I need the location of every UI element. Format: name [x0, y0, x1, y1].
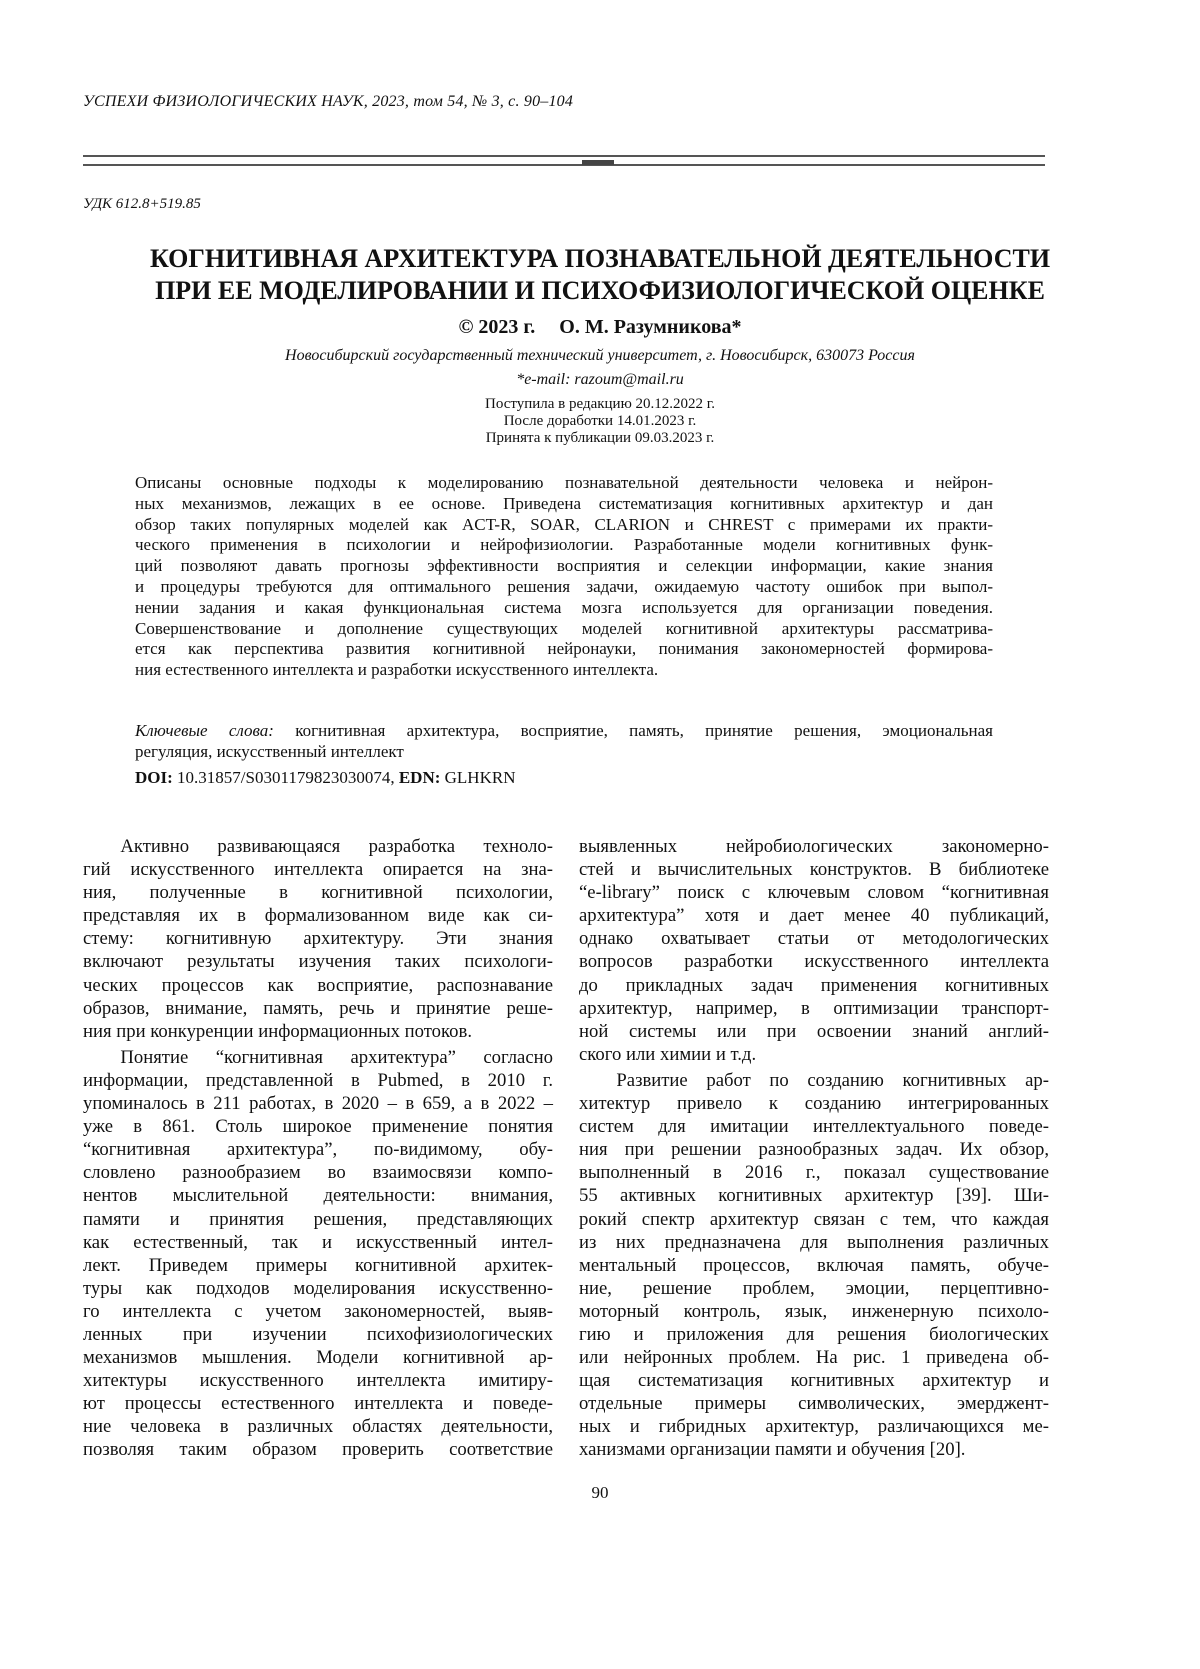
text-line: лект. Приведем примеры когнитивной архитек- [83, 1254, 553, 1277]
text-line: архитектур, например, в оптимизации транспорт- [579, 997, 1049, 1020]
text-line: ния при решении разнообразных задач. Их обзор, [579, 1138, 1049, 1161]
text-line: гию и приложения для решения биологических [579, 1323, 1049, 1346]
text-line: Развитие работ по созданию когнитивных ар- [579, 1069, 1049, 1092]
text-line: Совершенствование и дополнение существующих моделей когнитивной архитектуры рассматрива- [135, 619, 993, 640]
text-line: хитектур привело к созданию интегрированных [579, 1092, 1049, 1115]
body-column-right [579, 835, 1049, 1465]
journal-header: УСПЕХИ ФИЗИОЛОГИЧЕСКИХ НАУК, 2023, том 54, № 3, с. 90–104 [83, 93, 573, 111]
text-line: выявленных нейробиологических закономерно- [579, 835, 1049, 858]
text-line: памяти и принятия решения, представляющих [83, 1208, 553, 1231]
header-rule-mark [582, 160, 614, 165]
text-line: из них предназначена для выполнения различных [579, 1231, 1049, 1254]
text-line: ского или химии и т.д. [579, 1043, 1049, 1066]
text-line: ческого применения в психологии и нейрофизиологии. Разработанные модели когнитивных функ- [135, 535, 993, 556]
text-line: ций позволяют давать прогнозы эффективности восприятия и селекции информации, какие знания [135, 556, 993, 577]
text-line: ментальный процессов, включая память, обуче- [579, 1254, 1049, 1277]
paragraph [579, 835, 1049, 1066]
received-date: Поступила в редакцию 20.12.2022 г. [0, 396, 1200, 413]
title-line: ПРИ ЕЕ МОДЕЛИРОВАНИИ И ПСИХОФИЗИОЛОГИЧЕСКОЙ ОЦЕНКЕ [60, 275, 1140, 307]
text-line: обзор таких популярных моделей как ACT-R, SOAR, CLARION и CHREST с примерами их практи- [135, 515, 993, 536]
text-line: ных механизмов, лежащих в ее основе. Приведена систематизация когнитивных архитектур и дан [135, 494, 993, 515]
doi-line [135, 768, 515, 788]
text-line: ние человека в различных областях деятельности, [83, 1415, 553, 1438]
text-line: ется как перспектива развития когнитивной нейронауки, понимания закономерностей формирова- [135, 639, 993, 660]
text-line: ческих процессов как восприятие, распознавание [83, 974, 553, 997]
text-line: “e-library” поиск с ключевым словом “когнитивная [579, 881, 1049, 904]
paragraph [83, 835, 553, 1043]
text-line: включают результаты изучения таких психологи- [83, 950, 553, 973]
text-line: уже в 861. Столь широкое применение понятия [83, 1115, 553, 1138]
text-line: 55 активных когнитивных архитектур [39]. Ши- [579, 1184, 1049, 1207]
article-dates [0, 396, 1200, 447]
udk-code: УДК 612.8+519.85 [83, 196, 201, 213]
text-line: гий искусственного интеллекта опирается на зна- [83, 858, 553, 881]
text-line: ных и гибридных архитектур, различающихся ме- [579, 1415, 1049, 1438]
paragraph [579, 1069, 1049, 1462]
text-line: ния при конкуренции информационных потоков. [83, 1020, 553, 1043]
text-line: словлено разнообразием во взаимосвязи компо- [83, 1161, 553, 1184]
text-line: позволяя таким образом проверить соответствие [83, 1438, 553, 1461]
text-line: Описаны основные подходы к моделированию познавательной деятельности человека и нейрон- [135, 473, 993, 494]
text-line: ханизмами организации памяти и обучения [20]. [579, 1438, 1049, 1461]
page-number: 90 [0, 1483, 1200, 1503]
article-title [60, 243, 1140, 307]
author-name: О. М. Разумникова* [559, 316, 741, 338]
header-rule-bottom [83, 164, 1045, 166]
text-line: Понятие “когнитивная архитектура” согласно [83, 1046, 553, 1069]
copyright: © 2023 г. [458, 316, 535, 338]
text-line: ленных при изучении психофизиологических [83, 1323, 553, 1346]
paragraph [83, 1046, 553, 1462]
text-line: “когнитивная архитектура”, по-видимому, обу- [83, 1138, 553, 1161]
text-line: ние, решение проблем, эмоции, перцептивно- [579, 1277, 1049, 1300]
text-line: ния, полученные в когнитивной психологии, [83, 881, 553, 904]
text-line: механизмов мышления. Модели когнитивной ар- [83, 1346, 553, 1369]
keywords-text: когнитивная архитектура, восприятие, память, принятие решения, эмоциональная [274, 721, 993, 740]
affiliation: Новосибирский государственный технический университет, г. Новосибирск, 630073 Россия [0, 347, 1200, 365]
text-line: как естественный, так и искусственный интел- [83, 1231, 553, 1254]
text-line: ной системы или при освоении знаний англий- [579, 1020, 1049, 1043]
text-line: архитектура” хотя и дает менее 40 публикаций, [579, 904, 1049, 927]
title-line: КОГНИТИВНАЯ АРХИТЕКТУРА ПОЗНАВАТЕЛЬНОЙ ДЕЯТЕЛЬНОСТИ [60, 243, 1140, 275]
text-line: информации, представленной в Pubmed, в 2010 г. [83, 1069, 553, 1092]
text-line: образов, внимание, память, речь и принятие реше- [83, 997, 553, 1020]
text-line: стему: когнитивную архитектуру. Эти знания [83, 927, 553, 950]
text-line: или нейронных проблем. На рис. 1 приведена об- [579, 1346, 1049, 1369]
keywords-label: Ключевые слова: [135, 721, 274, 740]
text-line: моторный контроль, язык, инженерную психоло- [579, 1300, 1049, 1323]
accepted-date: Принята к публикации 09.03.2023 г. [0, 430, 1200, 447]
author-line [0, 316, 1200, 339]
text-line: туры как подходов моделирования искусственно- [83, 1277, 553, 1300]
text-line: хитектуры искусственного интеллекта имитиру- [83, 1369, 553, 1392]
text-line: выполненный в 2016 г., показал существование [579, 1161, 1049, 1184]
text-line: стей и вычислительных конструктов. В библиотеке [579, 858, 1049, 881]
keywords [135, 721, 993, 763]
author-email[interactable]: *e-mail: razoum@mail.ru [0, 371, 1200, 389]
abstract [135, 473, 993, 681]
edn-value: GLHKRN [440, 768, 515, 787]
text-line: представляя их в формализованном виде как си- [83, 904, 553, 927]
header-rule-top [83, 155, 1045, 157]
text-line: нентов мыслительной деятельности: внимания, [83, 1184, 553, 1207]
doi-value: 10.31857/S0301179823030074, [173, 768, 399, 787]
text-line: нении задания и какая функциональная система мозга используется для организации поведения. [135, 598, 993, 619]
text-line: и процедуры требуются для оптимального решения задачи, ожидаемую частоту ошибок при выпол- [135, 577, 993, 598]
text-line: отдельные примеры символических, эмерджент- [579, 1392, 1049, 1415]
edn-label: EDN: [399, 768, 441, 787]
text-line: систем для имитации интеллектуального поведе- [579, 1115, 1049, 1138]
text-line: ют процессы естественного интеллекта и поведе- [83, 1392, 553, 1415]
keywords-text-cont: регуляция, искусственный интеллект [135, 742, 993, 763]
text-line: однако охватывает статьи от методологических [579, 927, 1049, 950]
text-line: го интеллекта с учетом закономерностей, выяв- [83, 1300, 553, 1323]
text-line: ния естественного интеллекта и разработки искусственного интеллекта. [135, 660, 993, 681]
text-line: рокий спектр архитектур связан с тем, что каждая [579, 1208, 1049, 1231]
body-column-left [83, 835, 553, 1465]
text-line: упоминалось в 211 работах, в 2020 – в 659, а в 2022 – [83, 1092, 553, 1115]
text-line: до прикладных задач применения когнитивных [579, 974, 1049, 997]
text-line: Активно развивающаяся разработка техноло- [83, 835, 553, 858]
text-line: щая систематизация когнитивных архитектур и [579, 1369, 1049, 1392]
doi-label: DOI: [135, 768, 173, 787]
text-line: вопросов разработки искусственного интеллекта [579, 950, 1049, 973]
revised-date: После доработки 14.01.2023 г. [0, 413, 1200, 430]
